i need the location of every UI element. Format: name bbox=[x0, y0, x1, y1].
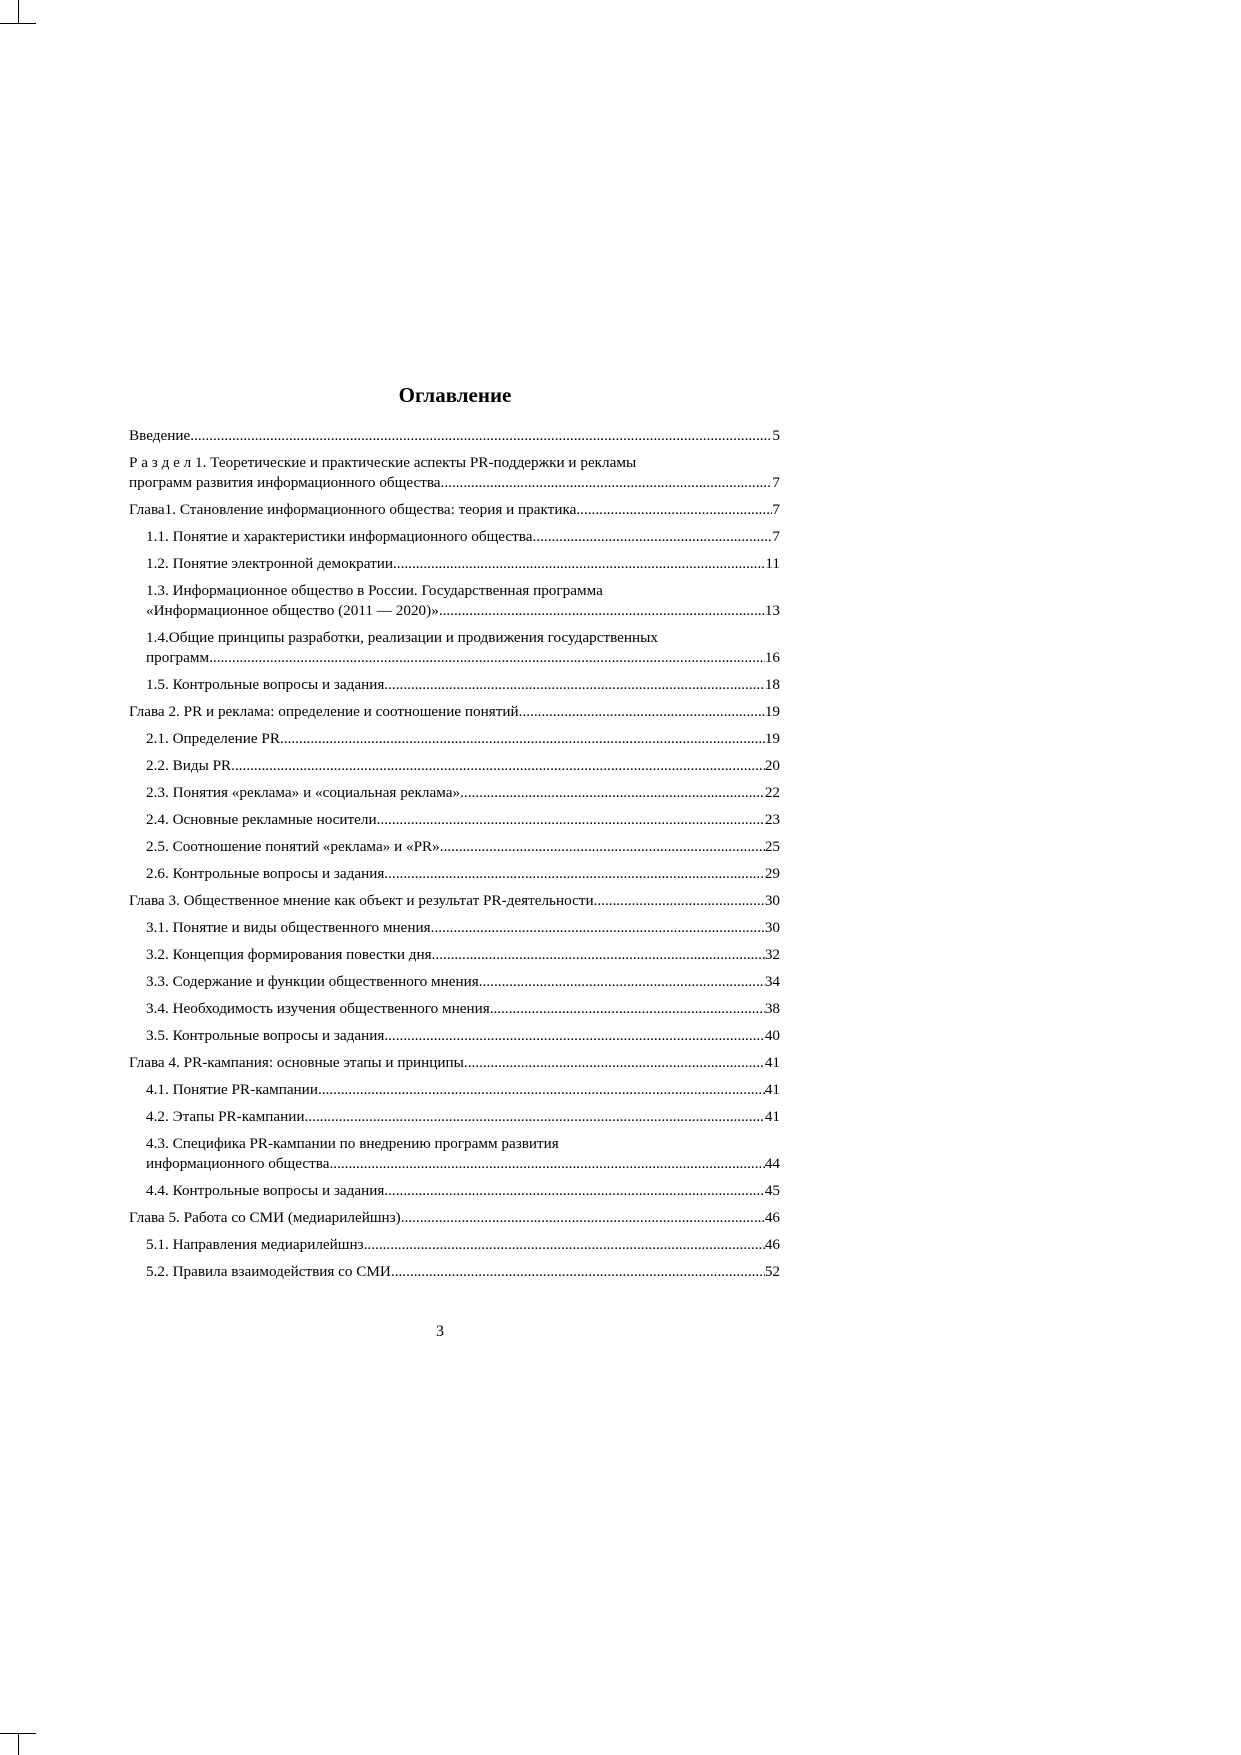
entry-text: 4.2. Этапы PR-кампании bbox=[146, 1108, 305, 1125]
toc-entry-chapter-1[interactable] bbox=[129, 500, 780, 520]
toc-entry-chapter-5[interactable] bbox=[129, 1208, 780, 1228]
entry-page: 7 bbox=[772, 474, 780, 491]
entry-text: 3.5. Контрольные вопросы и задания bbox=[146, 1027, 385, 1044]
entry-text: «Информационное общество (2011 — 2020)» bbox=[146, 602, 439, 619]
entry-text-first-line: 4.3. Специфика PR-кампании по внедрению программ развития bbox=[146, 1135, 559, 1152]
entry-page: 7 bbox=[772, 501, 780, 518]
entry-page: 30 bbox=[764, 892, 780, 909]
leader-dots bbox=[231, 756, 765, 776]
entry-text: 5.2. Правила взаимодействия со СМИ bbox=[146, 1263, 391, 1280]
entry-page: 20 bbox=[764, 757, 780, 774]
entry-page: 45 bbox=[764, 1182, 780, 1199]
entry-text: Глава 5. Работа со СМИ (медиарилейшнз) bbox=[129, 1209, 401, 1226]
entry-page: 16 bbox=[764, 649, 780, 666]
entry-page: 40 bbox=[764, 1027, 780, 1044]
leader-dots bbox=[364, 1235, 765, 1255]
toc-entry-1-1[interactable] bbox=[129, 527, 780, 547]
entry-text-first-line: Р а з д е л 1. Теоретические и практические аспекты PR-поддержки и рекламы bbox=[129, 454, 637, 471]
leader-dots bbox=[329, 1154, 764, 1174]
entry-text: Глава1. Становление информационного общества: теория и практика bbox=[129, 501, 577, 518]
toc-entry-3-5[interactable] bbox=[129, 1026, 780, 1046]
entry-page: 46 bbox=[764, 1236, 780, 1253]
entry-text: 1.5. Контрольные вопросы и задания. bbox=[146, 676, 389, 693]
toc-entry-intro[interactable] bbox=[129, 426, 780, 446]
toc-entry-1-3[interactable] bbox=[129, 581, 780, 621]
entry-text: 1.2. Понятие электронной демократии bbox=[146, 555, 393, 572]
leader-dots bbox=[393, 554, 765, 574]
toc-entry-1-4[interactable] bbox=[129, 628, 780, 668]
toc-entry-5-1[interactable] bbox=[129, 1235, 780, 1255]
entry-text: Введение bbox=[129, 427, 191, 444]
toc-entry-2-5[interactable] bbox=[129, 837, 780, 857]
entry-text: программ развития информационного общества bbox=[129, 474, 441, 491]
leader-dots bbox=[460, 783, 765, 803]
leader-dots bbox=[384, 1026, 764, 1046]
entry-text: 3.3. Содержание и функции общественного мнения bbox=[146, 973, 479, 990]
entry-page: 18 bbox=[764, 676, 780, 693]
entry-page: 41 bbox=[764, 1054, 780, 1071]
entry-text: программ bbox=[146, 649, 210, 666]
entry-page: 41 bbox=[764, 1081, 780, 1098]
leader-dots bbox=[432, 945, 765, 965]
leader-dots bbox=[576, 500, 772, 520]
entry-text-first-line: 1.3. Информационное общество в России. Государственная программа bbox=[146, 582, 603, 599]
entry-text: 2.6. Контрольные вопросы и задания. bbox=[146, 865, 389, 882]
crop-mark-bottom-vertical bbox=[18, 1733, 19, 1755]
entry-page: 32 bbox=[764, 946, 780, 963]
leader-dots bbox=[594, 891, 765, 911]
entry-text-first-line: 1.4.Общие принципы разработки, реализации и продвижения государственных bbox=[146, 629, 658, 646]
entry-text: информационного общества bbox=[146, 1155, 330, 1172]
toc-entry-chapter-4[interactable] bbox=[129, 1053, 780, 1073]
toc-entry-chapter-3[interactable] bbox=[129, 891, 780, 911]
entry-text: 4.1. Понятие PR-кампании bbox=[146, 1081, 318, 1098]
leader-dots bbox=[388, 675, 765, 695]
leader-dots bbox=[377, 810, 765, 830]
entry-text: 2.2. Виды PR bbox=[146, 757, 232, 774]
entry-page: 13 bbox=[764, 602, 780, 619]
leader-dots bbox=[209, 648, 765, 668]
entry-page: 23 bbox=[764, 811, 780, 828]
leader-dots bbox=[318, 1080, 765, 1100]
entry-page: 46 bbox=[764, 1209, 780, 1226]
toc-entry-3-3[interactable] bbox=[129, 972, 780, 992]
toc-entry-2-3[interactable] bbox=[129, 783, 780, 803]
crop-mark-top-vertical bbox=[18, 0, 19, 24]
entry-page: 41 bbox=[764, 1108, 780, 1125]
entry-page: 19 bbox=[764, 703, 780, 720]
leader-dots bbox=[384, 1181, 764, 1201]
leader-dots bbox=[431, 918, 765, 938]
entry-text: Глава 4. PR-кампания: основные этапы и принципы bbox=[129, 1054, 464, 1071]
leader-dots bbox=[439, 601, 765, 621]
entry-text: 5.1. Направления медиарилейшнз bbox=[146, 1236, 364, 1253]
leader-dots bbox=[391, 1262, 765, 1282]
entry-page: 25 bbox=[764, 838, 780, 855]
toc-entry-1-2[interactable] bbox=[129, 554, 780, 574]
crop-mark-top-horizontal bbox=[0, 23, 36, 24]
toc-entry-1-5[interactable] bbox=[129, 675, 780, 695]
leader-dots bbox=[464, 1053, 765, 1073]
toc-entry-4-4[interactable] bbox=[129, 1181, 780, 1201]
toc-entry-3-4[interactable] bbox=[129, 999, 780, 1019]
toc-entry-section-1[interactable] bbox=[129, 453, 780, 493]
entry-text: 2.3. Понятия «реклама» и «социальная реклама» bbox=[146, 784, 461, 801]
entry-page: 30 bbox=[764, 919, 780, 936]
table-of-contents bbox=[129, 426, 780, 1289]
page-title: Оглавление bbox=[398, 383, 512, 407]
leader-dots bbox=[479, 972, 765, 992]
page-number: 3 bbox=[436, 1323, 444, 1340]
toc-entry-4-3[interactable] bbox=[129, 1134, 780, 1174]
entry-page: 34 bbox=[764, 973, 780, 990]
leader-dots bbox=[519, 702, 765, 722]
entry-text: Глава 3. Общественное мнение как объект и результат PR-деятельности bbox=[129, 892, 594, 909]
entry-page: 44 bbox=[764, 1155, 780, 1172]
toc-entry-2-1[interactable] bbox=[129, 729, 780, 749]
entry-text: 2.1. Определение PR bbox=[146, 730, 280, 747]
entry-text: 3.4. Необходимость изучения общественного мнения bbox=[146, 1000, 490, 1017]
entry-page: 29 bbox=[764, 865, 780, 882]
toc-entry-4-2[interactable] bbox=[129, 1107, 780, 1127]
leader-dots bbox=[490, 999, 765, 1019]
leader-dots bbox=[304, 1107, 764, 1127]
leader-dots bbox=[388, 864, 765, 884]
toc-entry-4-1[interactable] bbox=[129, 1080, 780, 1100]
toc-entry-2-4[interactable] bbox=[129, 810, 780, 830]
leader-dots bbox=[441, 473, 773, 493]
entry-page: 19 bbox=[764, 730, 780, 747]
toc-entry-chapter-2[interactable] bbox=[129, 702, 780, 722]
entry-page: 5 bbox=[772, 427, 780, 444]
entry-text: 3.2. Концепция формирования повестки дня bbox=[146, 946, 432, 963]
entry-text: Глава 2. PR и реклама: определение и соотношение понятий bbox=[129, 703, 519, 720]
entry-text: 3.1. Понятие и виды общественного мнения bbox=[146, 919, 431, 936]
entry-text: 4.4. Контрольные вопросы и задания bbox=[146, 1182, 385, 1199]
toc-entry-5-2[interactable] bbox=[129, 1262, 780, 1282]
toc-entry-2-2[interactable] bbox=[129, 756, 780, 776]
entry-text: 1.1. Понятие и характеристики информационного общества bbox=[146, 528, 533, 545]
leader-dots bbox=[533, 527, 773, 547]
toc-entry-2-6[interactable] bbox=[129, 864, 780, 884]
leader-dots bbox=[190, 426, 772, 446]
leader-dots bbox=[280, 729, 765, 749]
entry-page: 52 bbox=[764, 1263, 780, 1280]
entry-page: 22 bbox=[764, 784, 780, 801]
toc-entry-3-2[interactable] bbox=[129, 945, 780, 965]
leader-dots bbox=[401, 1208, 765, 1228]
entry-page: 7 bbox=[772, 528, 780, 545]
entry-page: 38 bbox=[764, 1000, 780, 1017]
entry-page: 11 bbox=[765, 555, 780, 572]
leader-dots bbox=[440, 837, 765, 857]
entry-text: 2.5. Соотношение понятий «реклама» и «PR» bbox=[146, 838, 440, 855]
entry-text: 2.4. Основные рекламные носители bbox=[146, 811, 377, 828]
toc-entry-3-1[interactable] bbox=[129, 918, 780, 938]
